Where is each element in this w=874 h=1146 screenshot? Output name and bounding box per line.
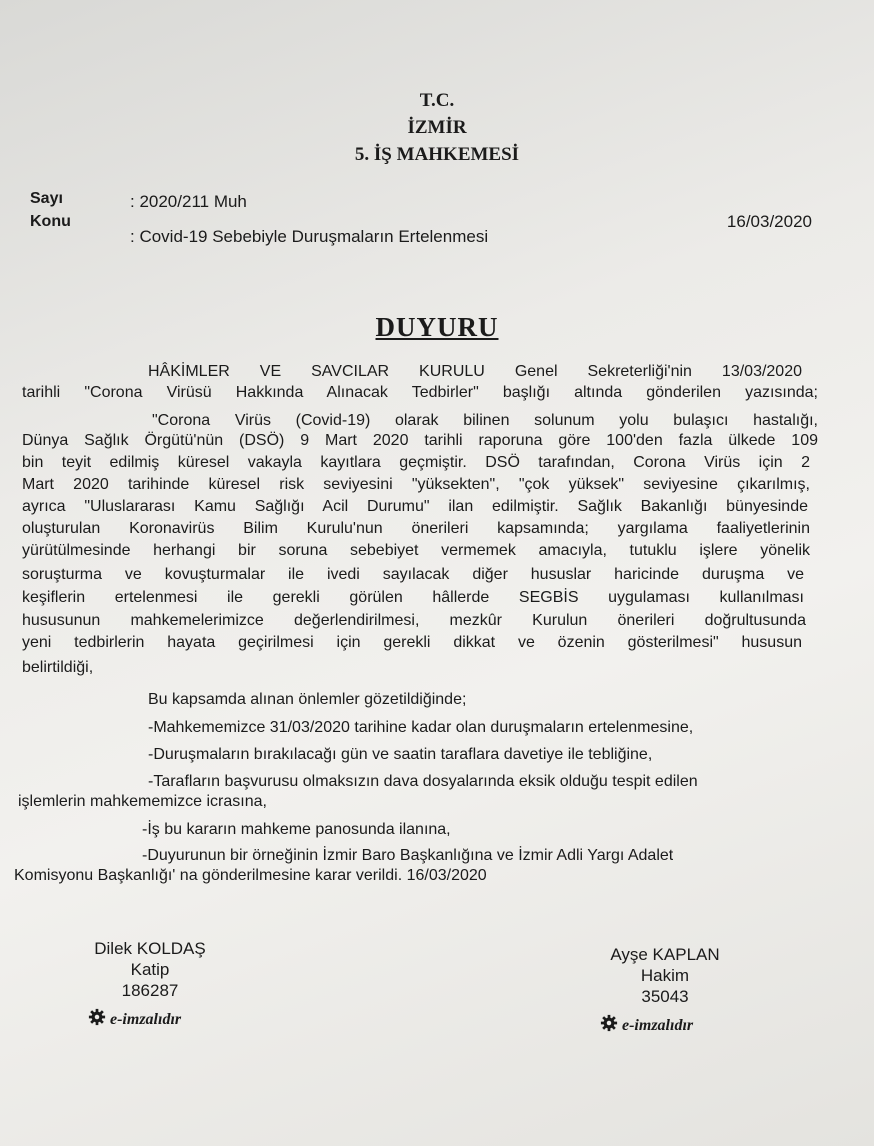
body-text-line: keşiflerin ertelenmesi ile gerekli görülen hâllerde SEGBİS uygulaması kullanılması [22, 589, 804, 606]
body-text-line: Mart 2020 tarihinde küresel risk seviyesini "yüksekten", "çok yüksek" seviyesine çıkarılmış, [22, 476, 810, 493]
body-text-line: tarihli "Corona Virüsü Hakkında Alınacak Tedbirler" başlığı altında gönderilen yazısında; [22, 384, 818, 401]
esign-left [88, 1008, 181, 1031]
decision-text-line: -Tarafların başvurusu olmaksızın dava dosyalarında eksik olduğu tespit edilen [148, 773, 698, 790]
signer-number: 35043 [641, 987, 689, 1006]
sayi-label: Sayı [30, 190, 63, 207]
decision-text-line: -İş bu kararın mahkeme panosunda ilanına, [142, 821, 451, 838]
esign-text: e-imzalıdır [622, 1016, 694, 1034]
decision-text-line: Bu kapsamda alınan önlemler gözetildiğinde; [148, 691, 467, 708]
body-text-line: oluşturulan Koronavirüs Bilim Kurulu'nun önerileri kapsamında; yargılama faaliyetlerinin [22, 520, 810, 537]
body-text-line: hususunun mahkemelerimizce değerlendirilmesi, mezkûr Kurulun önerileri doğrultusunda [22, 612, 806, 629]
konu-value: : Covid-19 Sebebiyle Duruşmaların Ertelenmesi [130, 227, 489, 246]
page-title: DUYURU [375, 312, 499, 342]
header-tc: T.C. [419, 90, 455, 111]
header-city: İZMİR [407, 117, 467, 138]
seal-gear-icon [88, 1008, 106, 1031]
body-text-line: yürütülmesinde herhangi bir soruna sebebiyet vermemek amacıyla, tutuklu işlere yönelik [22, 542, 810, 559]
sayi-value: : 2020/211 Muh [130, 192, 247, 211]
esign-text: e-imzalıdır [110, 1010, 182, 1028]
header-court: 5. İŞ MAHKEMESİ [354, 144, 520, 165]
signer-name: Dilek KOLDAŞ [94, 939, 206, 958]
esign-right [600, 1014, 693, 1037]
signer-role: Katip [130, 960, 170, 979]
konu-label: Konu [30, 213, 71, 230]
decision-text-line: -Mahkememizce 31/03/2020 tarihine kadar olan duruşmaların ertelenmesine, [148, 719, 694, 736]
signer-role: Hakim [640, 966, 690, 985]
body-text-line: "Corona Virüs (Covid-19) olarak bilinen solunum yolu bulaşıcı hastalığı, [152, 412, 818, 429]
document-date: 16/03/2020 [726, 212, 812, 231]
body-text-line: yeni tedbirlerin hayata geçirilmesi için gerekli dikkat ve özenin gösterilmesi" hususun [22, 634, 802, 651]
body-text-line: belirtildiği, [22, 659, 94, 676]
body-text-line: Dünya Sağlık Örgütü'nün (DSÖ) 9 Mart 2020 tarihli raporuna göre 100'den fazla ülkede 109 [22, 432, 818, 449]
seal-gear-icon [600, 1014, 618, 1037]
body-text-line: ayrıca "Uluslararası Kamu Sağlığı Acil Durumu" ilan edilmiştir. Sağlık Bakanlığı bünyesinde [22, 498, 808, 515]
signer-name: Ayşe KAPLAN [610, 945, 720, 964]
body-text-line: HÂKİMLER VE SAVCILAR KURULU Genel Sekreterliği'nin 13/03/2020 [148, 363, 802, 380]
body-text-line: soruşturma ve kovuşturmalar ile ivedi sayılacak diğer hususlar haricinde duruşma ve [22, 566, 804, 583]
signer-number: 186287 [121, 981, 179, 1000]
decision-text-line: -Duruşmaların bırakılacağı gün ve saatin taraflara davetiye ile tebliğine, [148, 746, 653, 763]
signature-right [590, 944, 740, 1007]
decision-text-line: işlemlerin mahkememizce icrasına, [18, 793, 267, 810]
signature-left [75, 938, 225, 1001]
decision-text-line: -Duyurunun bir örneğinin İzmir Baro Başkanlığına ve İzmir Adli Yargı Adalet [142, 847, 674, 864]
body-text-line: bin teyit edilmiş küresel vakayla kayıtlara geçmiştir. DSÖ tarafından, Corona Virüs için 2 [22, 454, 810, 471]
decision-text-line: Komisyonu Başkanlığı' na gönderilmesine karar verildi. 16/03/2020 [14, 867, 487, 884]
